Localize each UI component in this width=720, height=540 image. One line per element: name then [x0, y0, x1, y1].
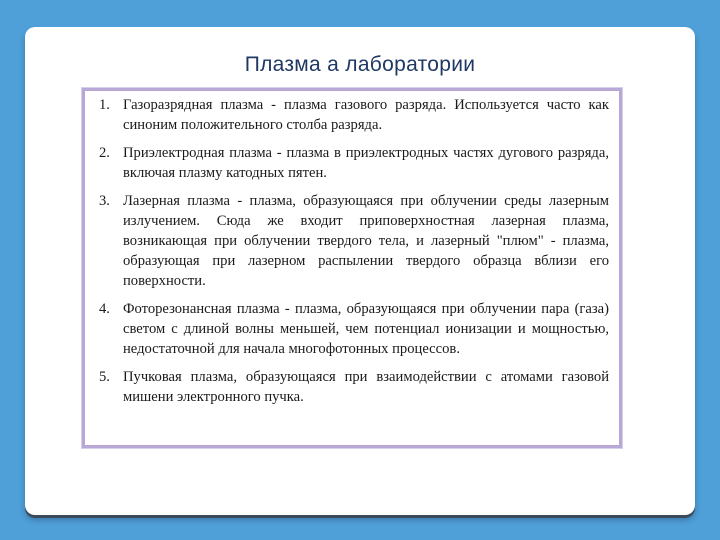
- item-number: 2.: [99, 145, 110, 161]
- item-text: Приэлектродная плазма - плазма в приэлектродных частях дугового разряда, включая плазму катодных пятен.: [123, 145, 609, 181]
- item-text: Лазерная плазма - плазма, образующаяся при облучении среды лазерным излучением. Сюда же входит приповерхностная лазерная плазма, возникающая при облучении твердого тела, и лазерный "плюм" - плазма, образующая при лазерном распылении твердого образца вблизи его поверхности.: [123, 193, 609, 289]
- slide-title: Плазма а лаборатории: [244, 53, 476, 76]
- item-number: 4.: [99, 301, 110, 317]
- item-number: 5.: [99, 369, 110, 385]
- list-item: [99, 95, 609, 135]
- item-number: 1.: [99, 97, 110, 113]
- content-box: [82, 88, 622, 448]
- list-item: [99, 191, 609, 291]
- slide: [25, 27, 695, 515]
- item-text: Пучковая плазма, образующаяся при взаимодействии с атомами газовой мишени электронного пучка.: [123, 369, 609, 405]
- list-item: [99, 367, 609, 407]
- list-item: [99, 299, 609, 359]
- list-item: [99, 143, 609, 183]
- plasma-type-list: [99, 95, 609, 407]
- item-text: Фоторезонансная плазма - плазма, образующаяся при облучении пара (газа) светом с длиной волны меньшей, чем потенциал ионизации и мощностью, недостаточной для начала многофотонных процессов.: [123, 301, 609, 357]
- item-text: Газоразрядная плазма - плазма газового разряда. Используется часто как синоним положительного столба разряда.: [123, 97, 609, 133]
- item-number: 3.: [99, 193, 110, 209]
